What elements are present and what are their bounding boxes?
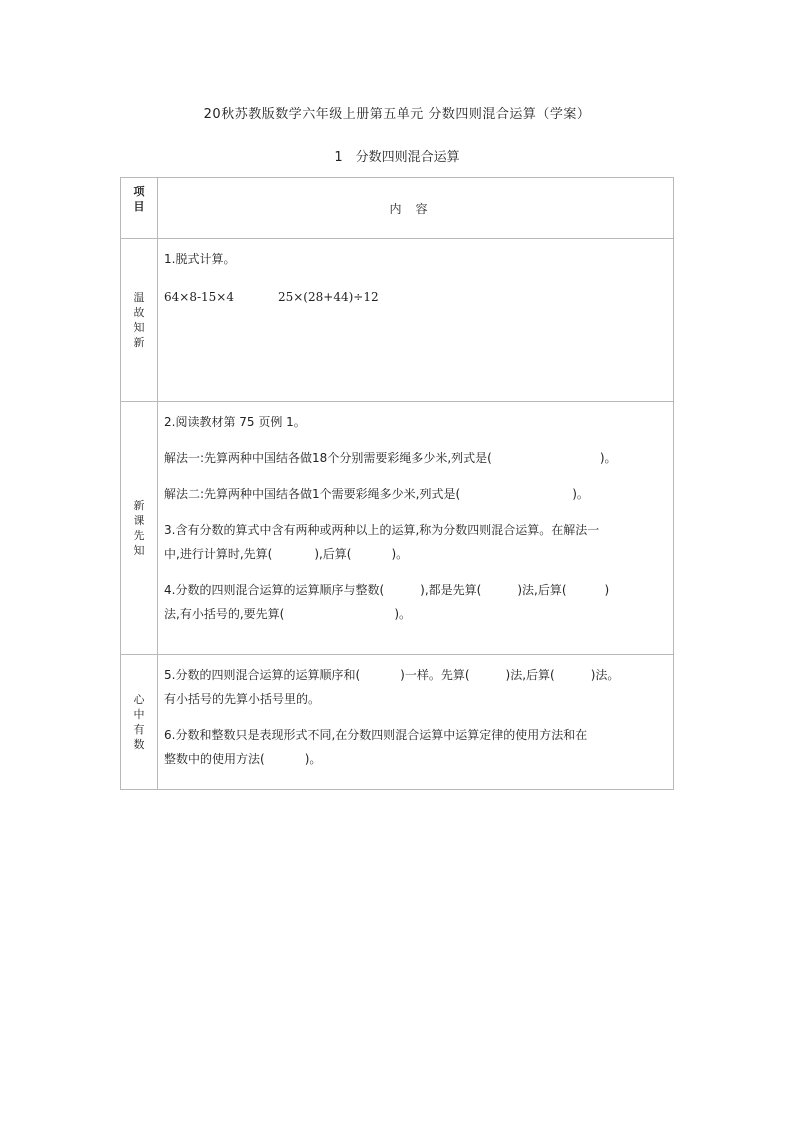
- section-review-content: [158, 239, 674, 402]
- header-label-cell: [121, 178, 158, 239]
- header-label: 项目: [133, 185, 145, 213]
- question-5-line-2: 有小括号的先算小括号里的。: [164, 692, 321, 706]
- expressions-line: [164, 285, 669, 309]
- section-review-row: [121, 239, 674, 402]
- section-label-preview: 新课先知: [133, 499, 145, 557]
- method-1: 解法一:先算两种中国结各做18个分别需要彩绳多少米,列式是( )。: [164, 451, 617, 465]
- question-6-line-1: 6.分数和整数只是表现形式不同,在分数四则混合运算中运算定律的使用方法和在: [164, 728, 588, 742]
- header-content: 内容: [158, 178, 674, 239]
- question-4-line-1: 4.分数的四则混合运算的运算顺序与整数( ),都是先算( )法,后算( ): [164, 583, 610, 597]
- lesson-title: 1 分数四则混合运算: [334, 150, 460, 165]
- question-6-line-2: 整数中的使用方法( )。: [164, 752, 322, 766]
- question-5-line-1: 5.分数的四则混合运算的运算顺序和( )一样。先算( )法,后算( )法。: [164, 668, 620, 682]
- expression-1: 64×8-15×4: [164, 290, 234, 304]
- question-2: 2.阅读教材第 75 页例 1。: [164, 415, 306, 429]
- expression-2: 25×(28+44)÷12: [277, 290, 379, 304]
- section-preview-content: [158, 402, 674, 655]
- question-1: 1.脱式计算。: [164, 252, 236, 266]
- table-header-row: [121, 178, 674, 239]
- section-summary-content: [158, 655, 674, 790]
- section-label-cell: [121, 239, 158, 402]
- lesson-table: [120, 177, 674, 790]
- section-label-cell: [121, 402, 158, 655]
- section-summary-row: [121, 655, 674, 790]
- method-2: 解法二:先算两种中国结各做1个需要彩绳多少米,列式是( )。: [164, 487, 589, 501]
- section-label-cell: [121, 655, 158, 790]
- question-3-line-2: 中,进行计算时,先算( ),后算( )。: [164, 547, 409, 561]
- section-label-review: 温故知新: [133, 291, 145, 349]
- section-label-summary: 心中有数: [133, 693, 145, 751]
- question-4-line-2: 法,有小括号的,要先算( )。: [164, 607, 411, 621]
- document-title: 20秋苏教版数学六年级上册第五单元 分数四则混合运算（学案）: [203, 107, 591, 122]
- question-3-line-1: 3.含有分数的算式中含有两种或两种以上的运算,称为分数四则混合运算。在解法一: [164, 523, 600, 537]
- section-preview-row: [121, 402, 674, 655]
